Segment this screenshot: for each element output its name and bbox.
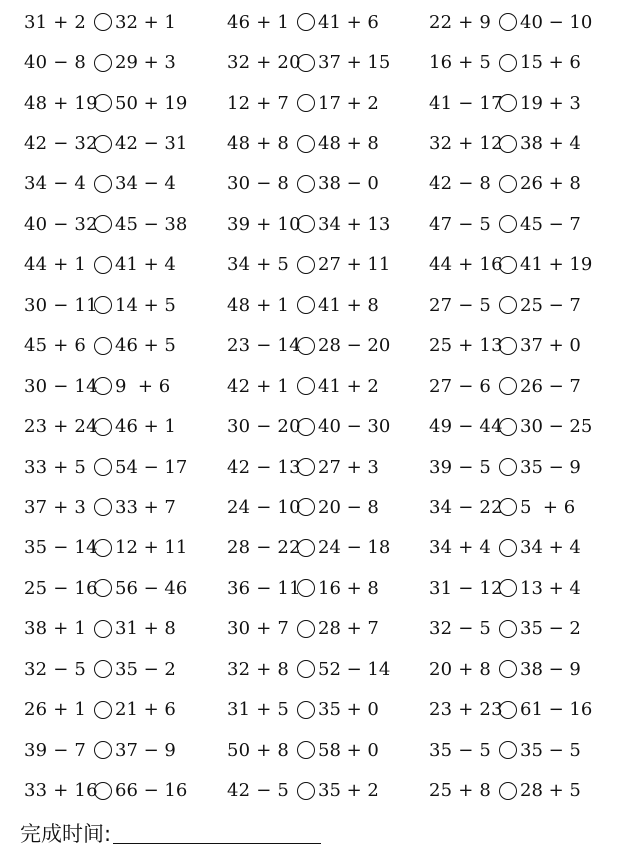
comparison-problem (227, 164, 379, 204)
right-expression: 66 − 16 (115, 780, 188, 802)
answer-circle[interactable] (499, 175, 517, 193)
comparison-problem (24, 123, 187, 163)
left-expression: 40 − 8 (24, 52, 93, 74)
left-expression: 23 + 24 (24, 416, 98, 438)
right-expression: 37 + 15 (318, 52, 391, 74)
worksheet-row (0, 568, 625, 608)
comparison-problem (429, 528, 581, 568)
comparison-problem (24, 326, 176, 366)
answer-circle[interactable] (297, 458, 315, 476)
answer-circle[interactable] (297, 741, 315, 759)
left-expression: 49 − 44 (429, 416, 503, 438)
answer-circle[interactable] (297, 337, 315, 355)
right-expression: 5 + 6 (520, 496, 576, 518)
comparison-problem (429, 406, 592, 446)
answer-circle[interactable] (499, 215, 517, 233)
completion-time-blank[interactable] (113, 842, 321, 844)
left-expression: 48 + 19 (24, 92, 98, 114)
completion-time-footer (20, 818, 321, 848)
comparison-problem (24, 487, 176, 527)
answer-circle[interactable] (499, 94, 517, 112)
left-expression: 39 − 5 (429, 456, 498, 478)
left-expression: 22 + 9 (429, 11, 498, 33)
comparison-problem (429, 770, 581, 810)
answer-circle[interactable] (94, 215, 112, 233)
left-expression: 39 − 7 (24, 739, 93, 761)
comparison-worksheet (0, 2, 625, 811)
answer-circle[interactable] (94, 418, 112, 436)
left-expression: 50 + 8 (227, 739, 296, 761)
worksheet-row (0, 245, 625, 285)
right-expression: 34 + 13 (318, 213, 391, 235)
right-expression: 35 + 2 (318, 780, 379, 802)
comparison-problem (429, 2, 592, 42)
right-expression: 27 + 3 (318, 456, 379, 478)
comparison-problem (429, 326, 581, 366)
right-expression: 52 − 14 (318, 658, 391, 680)
answer-circle[interactable] (94, 539, 112, 557)
comparison-problem (227, 285, 379, 325)
worksheet-row (0, 406, 625, 446)
right-expression: 25 − 7 (520, 294, 581, 316)
comparison-problem (227, 528, 390, 568)
right-expression: 37 + 0 (520, 335, 581, 357)
left-expression: 30 − 14 (24, 375, 98, 397)
right-expression: 16 + 8 (318, 577, 379, 599)
comparison-problem (227, 447, 379, 487)
right-expression: 42 − 31 (115, 133, 188, 155)
comparison-problem (227, 730, 379, 770)
comparison-problem (24, 770, 187, 810)
comparison-problem (227, 42, 390, 82)
right-expression: 41 + 4 (115, 254, 176, 276)
left-expression: 36 − 11 (227, 577, 301, 599)
right-expression: 26 − 7 (520, 375, 581, 397)
comparison-problem (429, 245, 592, 285)
comparison-problem (24, 245, 176, 285)
left-expression: 27 − 6 (429, 375, 498, 397)
answer-circle[interactable] (499, 458, 517, 476)
answer-circle[interactable] (499, 701, 517, 719)
comparison-problem (227, 689, 379, 729)
worksheet-row (0, 164, 625, 204)
worksheet-row (0, 730, 625, 770)
right-expression: 35 − 2 (115, 658, 176, 680)
answer-circle[interactable] (297, 660, 315, 678)
answer-circle[interactable] (499, 256, 517, 274)
answer-circle[interactable] (297, 539, 315, 557)
right-expression: 38 − 9 (520, 658, 581, 680)
left-expression: 34 − 22 (429, 496, 503, 518)
left-expression: 48 + 8 (227, 133, 296, 155)
answer-circle[interactable] (297, 54, 315, 72)
answer-circle[interactable] (297, 701, 315, 719)
right-expression: 45 − 38 (115, 213, 188, 235)
left-expression: 31 − 12 (429, 577, 503, 599)
comparison-problem (429, 487, 575, 527)
completion-time-label: 完成时间: (20, 822, 112, 846)
right-expression: 13 + 4 (520, 577, 581, 599)
worksheet-row (0, 770, 625, 810)
worksheet-row (0, 528, 625, 568)
answer-circle[interactable] (297, 296, 315, 314)
comparison-problem (24, 285, 176, 325)
left-expression: 33 + 5 (24, 456, 93, 478)
worksheet-row (0, 204, 625, 244)
answer-circle[interactable] (499, 377, 517, 395)
right-expression: 35 − 5 (520, 739, 581, 761)
left-expression: 31 + 2 (24, 11, 93, 33)
comparison-problem (24, 447, 187, 487)
left-expression: 28 − 22 (227, 537, 301, 559)
comparison-problem (429, 285, 581, 325)
left-expression: 41 − 17 (429, 92, 503, 114)
left-expression: 46 + 1 (227, 11, 296, 33)
left-expression: 30 − 20 (227, 416, 301, 438)
comparison-problem (24, 164, 176, 204)
answer-circle[interactable] (94, 458, 112, 476)
answer-circle[interactable] (499, 539, 517, 557)
comparison-problem (24, 204, 187, 244)
left-expression: 25 + 8 (429, 780, 498, 802)
left-expression: 32 + 20 (227, 52, 301, 74)
left-expression: 25 + 13 (429, 335, 503, 357)
answer-circle[interactable] (499, 741, 517, 759)
answer-circle[interactable] (94, 741, 112, 759)
comparison-problem (227, 609, 379, 649)
answer-circle[interactable] (297, 620, 315, 638)
comparison-problem (227, 83, 379, 123)
comparison-problem (24, 649, 176, 689)
right-expression: 56 − 46 (115, 577, 188, 599)
right-expression: 15 + 6 (520, 52, 581, 74)
right-expression: 9 + 6 (115, 375, 171, 397)
comparison-problem (429, 447, 581, 487)
left-expression: 42 − 32 (24, 133, 98, 155)
right-expression: 28 − 20 (318, 335, 391, 357)
comparison-problem (227, 326, 390, 366)
right-expression: 41 + 2 (318, 375, 379, 397)
right-expression: 48 + 8 (318, 133, 379, 155)
left-expression: 34 + 4 (429, 537, 498, 559)
answer-circle[interactable] (94, 135, 112, 153)
right-expression: 34 + 4 (520, 537, 581, 559)
comparison-problem (227, 406, 390, 446)
right-expression: 17 + 2 (318, 92, 379, 114)
answer-circle[interactable] (499, 13, 517, 31)
left-expression: 34 − 4 (24, 173, 93, 195)
left-expression: 26 + 1 (24, 699, 93, 721)
comparison-problem (24, 366, 170, 406)
left-expression: 48 + 1 (227, 294, 296, 316)
left-expression: 23 − 14 (227, 335, 301, 357)
answer-circle[interactable] (94, 782, 112, 800)
answer-circle[interactable] (499, 498, 517, 516)
right-expression: 58 + 0 (318, 739, 379, 761)
comparison-problem (429, 204, 581, 244)
answer-circle[interactable] (94, 94, 112, 112)
right-expression: 27 + 11 (318, 254, 391, 276)
answer-circle[interactable] (94, 620, 112, 638)
right-expression: 26 + 8 (520, 173, 581, 195)
answer-circle[interactable] (94, 660, 112, 678)
left-expression: 32 + 8 (227, 658, 296, 680)
worksheet-row (0, 2, 625, 42)
worksheet-row (0, 326, 625, 366)
comparison-problem (227, 245, 390, 285)
comparison-problem (429, 649, 581, 689)
left-expression: 37 + 3 (24, 496, 93, 518)
right-expression: 40 − 10 (520, 11, 593, 33)
left-expression: 25 − 16 (24, 577, 98, 599)
right-expression: 28 + 5 (520, 780, 581, 802)
comparison-problem (429, 42, 581, 82)
right-expression: 45 − 7 (520, 213, 581, 235)
right-expression: 32 + 1 (115, 11, 176, 33)
answer-circle[interactable] (94, 256, 112, 274)
right-expression: 40 − 30 (318, 416, 391, 438)
left-expression: 44 + 1 (24, 254, 93, 276)
answer-circle[interactable] (499, 660, 517, 678)
answer-circle[interactable] (94, 498, 112, 516)
comparison-problem (227, 204, 390, 244)
right-expression: 37 − 9 (115, 739, 176, 761)
left-expression: 35 − 14 (24, 537, 98, 559)
right-expression: 38 + 4 (520, 133, 581, 155)
right-expression: 35 − 9 (520, 456, 581, 478)
comparison-problem (227, 487, 379, 527)
left-expression: 44 + 16 (429, 254, 503, 276)
worksheet-row (0, 285, 625, 325)
left-expression: 32 + 12 (429, 133, 503, 155)
worksheet-row (0, 447, 625, 487)
right-expression: 24 − 18 (318, 537, 391, 559)
left-expression: 39 + 10 (227, 213, 301, 235)
left-expression: 12 + 7 (227, 92, 296, 114)
comparison-problem (227, 366, 379, 406)
comparison-problem (24, 528, 187, 568)
left-expression: 45 + 6 (24, 335, 93, 357)
right-expression: 14 + 5 (115, 294, 176, 316)
comparison-problem (227, 568, 379, 608)
answer-circle[interactable] (499, 782, 517, 800)
right-expression: 35 + 0 (318, 699, 379, 721)
answer-circle[interactable] (297, 13, 315, 31)
comparison-problem (429, 730, 581, 770)
right-expression: 12 + 11 (115, 537, 188, 559)
left-expression: 42 + 1 (227, 375, 296, 397)
right-expression: 54 − 17 (115, 456, 188, 478)
answer-circle[interactable] (499, 418, 517, 436)
answer-circle[interactable] (297, 94, 315, 112)
answer-circle[interactable] (499, 135, 517, 153)
left-expression: 27 − 5 (429, 294, 498, 316)
answer-circle[interactable] (94, 377, 112, 395)
left-expression: 16 + 5 (429, 52, 498, 74)
answer-circle[interactable] (297, 377, 315, 395)
comparison-problem (24, 406, 176, 446)
right-expression: 34 − 4 (115, 173, 176, 195)
answer-circle[interactable] (94, 54, 112, 72)
answer-circle[interactable] (94, 13, 112, 31)
answer-circle[interactable] (499, 337, 517, 355)
left-expression: 42 − 13 (227, 456, 301, 478)
right-expression: 28 + 7 (318, 618, 379, 640)
right-expression: 41 + 6 (318, 11, 379, 33)
answer-circle[interactable] (499, 579, 517, 597)
comparison-problem (429, 609, 581, 649)
left-expression: 32 − 5 (429, 618, 498, 640)
left-expression: 33 + 16 (24, 780, 98, 802)
left-expression: 20 + 8 (429, 658, 498, 680)
comparison-problem (227, 2, 379, 42)
left-expression: 30 + 7 (227, 618, 296, 640)
comparison-problem (24, 689, 176, 729)
comparison-problem (227, 123, 379, 163)
left-expression: 30 − 8 (227, 173, 296, 195)
worksheet-row (0, 487, 625, 527)
comparison-problem (429, 689, 592, 729)
answer-circle[interactable] (297, 135, 315, 153)
right-expression: 20 − 8 (318, 496, 379, 518)
comparison-problem (24, 2, 176, 42)
answer-circle[interactable] (297, 498, 315, 516)
worksheet-row (0, 83, 625, 123)
comparison-problem (429, 568, 581, 608)
answer-circle[interactable] (94, 337, 112, 355)
worksheet-row (0, 42, 625, 82)
answer-circle[interactable] (499, 54, 517, 72)
answer-circle[interactable] (499, 620, 517, 638)
answer-circle[interactable] (94, 701, 112, 719)
comparison-problem (227, 770, 379, 810)
right-expression: 38 − 0 (318, 173, 379, 195)
right-expression: 21 + 6 (115, 699, 176, 721)
worksheet-row (0, 366, 625, 406)
right-expression: 30 − 25 (520, 416, 593, 438)
comparison-problem (24, 42, 176, 82)
right-expression: 31 + 8 (115, 618, 176, 640)
answer-circle[interactable] (94, 296, 112, 314)
right-expression: 46 + 1 (115, 416, 176, 438)
left-expression: 31 + 5 (227, 699, 296, 721)
right-expression: 46 + 5 (115, 335, 176, 357)
comparison-problem (24, 83, 187, 123)
left-expression: 34 + 5 (227, 254, 296, 276)
left-expression: 24 − 10 (227, 496, 301, 518)
right-expression: 29 + 3 (115, 52, 176, 74)
left-expression: 38 + 1 (24, 618, 93, 640)
left-expression: 30 − 11 (24, 294, 98, 316)
answer-circle[interactable] (297, 175, 315, 193)
comparison-problem (24, 609, 176, 649)
answer-circle[interactable] (297, 579, 315, 597)
left-expression: 23 + 23 (429, 699, 503, 721)
right-expression: 33 + 7 (115, 496, 176, 518)
answer-circle[interactable] (499, 296, 517, 314)
answer-circle[interactable] (297, 418, 315, 436)
right-expression: 61 − 16 (520, 699, 593, 721)
worksheet-row (0, 649, 625, 689)
comparison-problem (429, 123, 581, 163)
comparison-problem (429, 164, 581, 204)
answer-circle[interactable] (94, 175, 112, 193)
worksheet-row (0, 609, 625, 649)
comparison-problem (24, 568, 187, 608)
answer-circle[interactable] (297, 256, 315, 274)
comparison-problem (429, 366, 581, 406)
left-expression: 47 − 5 (429, 213, 498, 235)
left-expression: 42 − 5 (227, 780, 296, 802)
left-expression: 35 − 5 (429, 739, 498, 761)
comparison-problem (429, 83, 581, 123)
left-expression: 40 − 32 (24, 213, 98, 235)
right-expression: 35 − 2 (520, 618, 581, 640)
worksheet-row (0, 123, 625, 163)
answer-circle[interactable] (297, 782, 315, 800)
right-expression: 50 + 19 (115, 92, 188, 114)
right-expression: 41 + 8 (318, 294, 379, 316)
right-expression: 19 + 3 (520, 92, 581, 114)
answer-circle[interactable] (297, 215, 315, 233)
left-expression: 32 − 5 (24, 658, 93, 680)
left-expression: 42 − 8 (429, 173, 498, 195)
answer-circle[interactable] (94, 579, 112, 597)
right-expression: 41 + 19 (520, 254, 593, 276)
comparison-problem (24, 730, 176, 770)
comparison-problem (227, 649, 390, 689)
worksheet-row (0, 689, 625, 729)
